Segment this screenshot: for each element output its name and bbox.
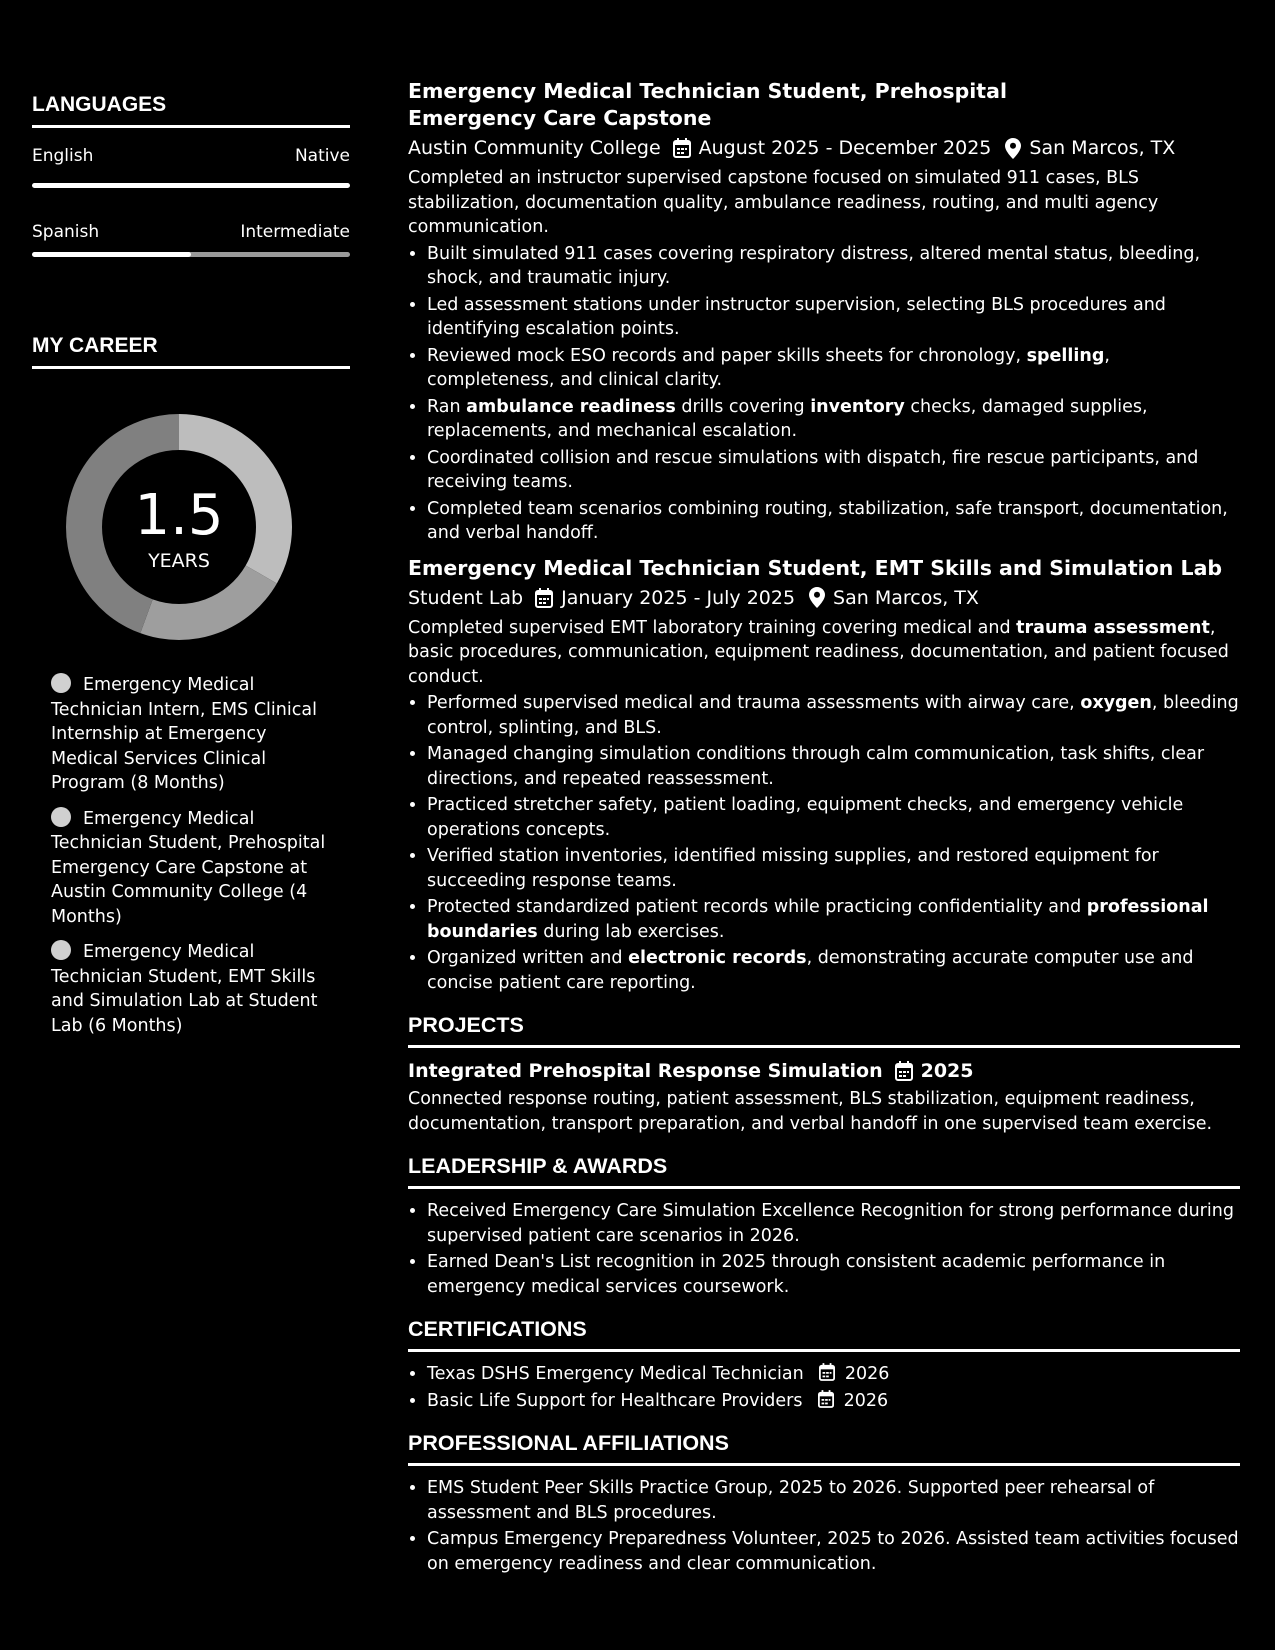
text-fragment: Managed changing simulation conditions through calm communication, task shifts, clear directions, and repeated reassessment. [427, 744, 1205, 789]
project-header [408, 1058, 1240, 1084]
bullet-item [427, 344, 1240, 393]
job-org: Student Lab [408, 586, 524, 609]
language-bar-spanish [32, 252, 350, 257]
language-bar-english [32, 183, 350, 188]
project-entry [408, 1058, 1240, 1136]
calendar-icon [819, 1363, 835, 1381]
text-fragment: Organized written and [427, 948, 629, 968]
experience-entry [408, 78, 1240, 546]
donut-segment [140, 566, 277, 641]
project-description: Connected response routing, patient assessment, BLS stabilization, equipment readiness, documentation, transport preparation, and verbal handoff in one supervised team exercise. [408, 1089, 1213, 1134]
certification-year: 2026 [844, 1364, 890, 1384]
affiliation-item: • EMS Student Peer Skills Practice Group, 2025 to 2026. Supported peer rehearsal of assessment and BLS procedures. [427, 1476, 1240, 1525]
job-summary [408, 616, 1240, 690]
languages-heading: LANGUAGES [32, 92, 350, 128]
certification-name: Basic Life Support for Healthcare Providers [427, 1390, 803, 1411]
project-year: 2025 [920, 1060, 974, 1082]
job-meta [408, 585, 1240, 611]
job-bullets [408, 242, 1240, 546]
career-item [51, 807, 331, 930]
job-dates: January 2025 - July 2025 [561, 586, 796, 609]
calendar-icon [673, 138, 691, 158]
career-item [51, 673, 331, 796]
bullet-item [427, 242, 1240, 291]
emphasis-text: spelling [1026, 345, 1105, 366]
certification-item [427, 1362, 1240, 1387]
career-item-label: Emergency Medical Technician Intern, EMS Clinical Internship at Emergency Medical Services Clinical Program (8 Months) [51, 675, 317, 793]
job-org: Austin Community College [408, 137, 661, 159]
affiliations-list [408, 1476, 1240, 1576]
bullet-item [427, 293, 1240, 342]
text-fragment: Completed supervised EMT laboratory training covering medical and [408, 617, 1017, 638]
text-fragment: Practiced stretcher safety, patient loading, equipment checks, and emergency vehicle operations concepts. [427, 795, 1184, 840]
text-fragment: checks, damaged supplies, replacements, and mechanical escalation. [427, 396, 1148, 441]
leadership-list [408, 1199, 1240, 1299]
affiliation-item: • Campus Emergency Preparedness Volunteer, 2025 to 2026. Assisted team activities focused on emergency readiness and clear communication. [427, 1527, 1240, 1576]
language-bar-fill [32, 183, 350, 188]
language-level: Intermediate [240, 222, 350, 242]
leadership-item: • Received Emergency Care Simulation Excellence Recognition for strong performance during supervised patient care scenarios in 2026. [427, 1199, 1240, 1248]
career-item-label: Emergency Medical Technician Student, EMT Skills and Simulation Lab at Student Lab (6 Months) [51, 942, 318, 1036]
text-fragment: Built simulated 911 cases covering respiratory distress, altered mental status, bleeding, shock, and traumatic injury. [427, 243, 1201, 288]
emphasis-text: inventory [810, 396, 905, 417]
language-level: Native [294, 146, 350, 166]
language-bar-fill [32, 252, 191, 257]
job-summary: Completed an instructor supervised capstone focused on simulated 911 cases, BLS stabilization, documentation quality, ambulance readiness, routing, and multi agency communication. [408, 168, 1159, 237]
career-heading: MY CAREER [32, 333, 350, 369]
text-fragment: Coordinated collision and rescue simulations with dispatch, fire rescue participants, and receiving teams. [427, 447, 1199, 492]
leadership-heading: LEADERSHIP & AWARDS [408, 1153, 1240, 1189]
location-pin-icon [809, 587, 825, 608]
calendar-icon [895, 1061, 913, 1081]
job-title: Emergency Medical Technician Student, EMT Skills and Simulation Lab [408, 555, 1223, 580]
leadership-item: • Earned Dean's List recognition in 2025 through consistent academic performance in emergency medical services coursework. [427, 1250, 1240, 1299]
certifications-heading: CERTIFICATIONS [408, 1316, 1240, 1352]
text-fragment: , demonstrating accurate computer use and concise patient care reporting. [427, 948, 1194, 993]
emphasis-text: ambulance readiness [466, 396, 676, 417]
certification-item [427, 1389, 1240, 1414]
bullet-item [427, 691, 1240, 740]
location-pin-icon [1005, 138, 1021, 159]
certifications-list [408, 1362, 1240, 1413]
job-meta [408, 135, 1240, 161]
bullet-item [427, 946, 1240, 995]
text-fragment: Performed supervised medical and trauma assessments with airway care, [427, 693, 1081, 713]
job-bullets [408, 691, 1240, 995]
job-location: San Marcos, TX [833, 586, 979, 609]
certification-name: Texas DSHS Emergency Medical Technician [427, 1364, 804, 1384]
text-fragment: Protected standardized patient records while practicing confidentiality and [427, 897, 1087, 917]
language-name: English [32, 146, 94, 166]
text-fragment: drills covering [675, 396, 811, 417]
project-title: Integrated Prehospital Response Simulation [408, 1060, 883, 1082]
text-fragment: during lab exercises. [537, 921, 725, 942]
text-fragment: Ran [427, 396, 467, 417]
career-total-unit: YEARS [148, 550, 210, 572]
affiliations-heading: PROFESSIONAL AFFILIATIONS [408, 1430, 1240, 1466]
bullet-item [427, 742, 1240, 791]
job-location: San Marcos, TX [1029, 137, 1176, 159]
emphasis-text: trauma assessment [1016, 617, 1210, 638]
emphasis-text: professional boundaries [427, 897, 1209, 942]
sidebar [32, 0, 350, 1650]
bullet-item [427, 446, 1240, 495]
text-fragment: , bleeding control, splinting, and BLS. [427, 693, 1239, 738]
projects-heading: PROJECTS [408, 1012, 1240, 1048]
career-dot-icon [51, 807, 71, 827]
main-content [408, 78, 1240, 1578]
text-fragment: Led assessment stations under instructor supervision, selecting BLS procedures and identifying escalation points. [427, 294, 1166, 339]
text-fragment: Completed team scenarios combining routing, stabilization, safe transport, documentation, and verbal handoff. [427, 498, 1228, 543]
job-dates: August 2025 - December 2025 [698, 137, 992, 159]
text-fragment: , basic procedures, communication, equipment readiness, documentation, and patient focused conduct. [408, 617, 1229, 687]
career-list [51, 673, 331, 1049]
calendar-icon [818, 1390, 834, 1408]
career-dot-icon [51, 940, 71, 960]
job-title: Emergency Medical Technician Student, Prehospital Emergency Care Capstone [408, 79, 1007, 130]
bullet-item [427, 497, 1240, 546]
bullet-item [427, 844, 1240, 893]
text-fragment: Reviewed mock ESO records and paper skills sheets for chronology, [427, 345, 1027, 366]
emphasis-text: electronic records [628, 948, 807, 968]
career-item-label: Emergency Medical Technician Student, Prehospital Emergency Care Capstone at Austin Community College (4 Months) [51, 808, 326, 927]
bullet-item [427, 793, 1240, 842]
text-fragment: , completeness, and clinical clarity. [427, 345, 1110, 390]
career-total-number: 1.5 [134, 483, 224, 548]
bullet-item [427, 895, 1240, 944]
language-name: Spanish [32, 222, 100, 242]
career-dot-icon [51, 673, 71, 693]
career-donut-chart [66, 414, 292, 640]
emphasis-text: oxygen [1080, 693, 1152, 713]
calendar-icon [535, 588, 553, 608]
experience-entry [408, 555, 1240, 996]
text-fragment: Verified station inventories, identified missing supplies, and restored equipment for succeeding response teams. [427, 846, 1159, 891]
certification-year: 2026 [843, 1390, 889, 1411]
career-item [51, 940, 331, 1038]
bullet-item [427, 395, 1240, 444]
